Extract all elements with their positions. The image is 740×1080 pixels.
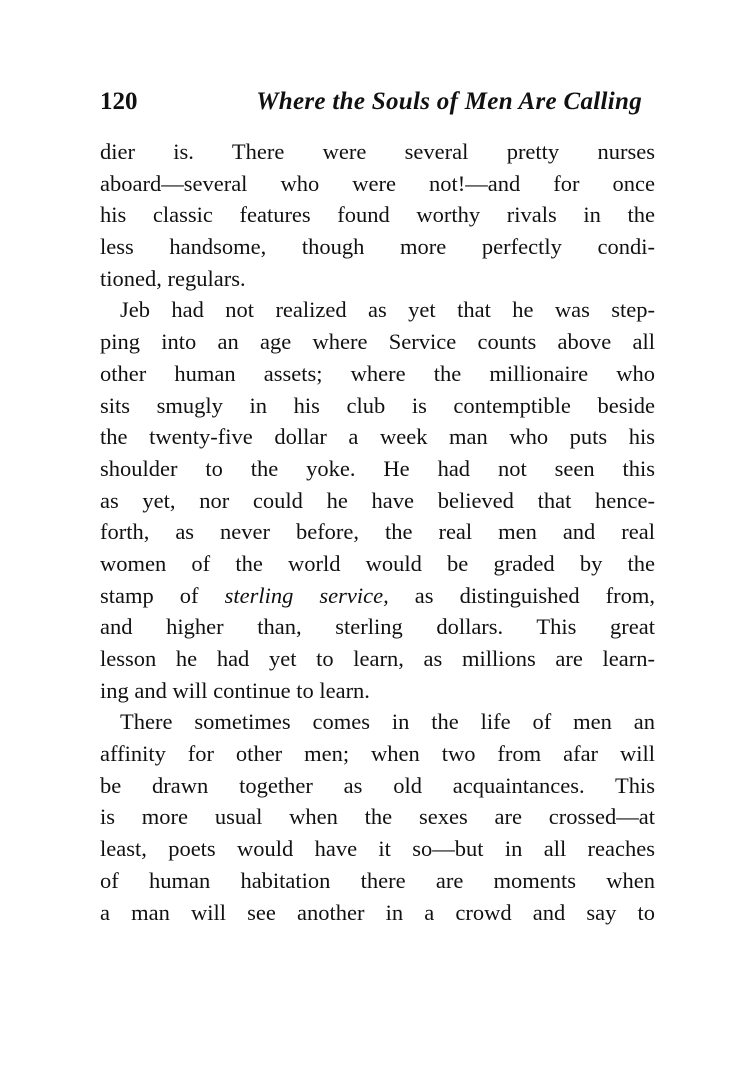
text-line: his classic features found worthy rivals in the — [100, 202, 655, 228]
text-line: sits smugly in his club is contemptible beside — [100, 392, 655, 418]
text-line: the twenty-five dollar a week man who puts his — [100, 424, 655, 450]
text-line: a man will see another in a crowd and say to — [100, 899, 655, 925]
text-line: be drawn together as old acquaintances. This — [100, 772, 655, 798]
text-line: women of the world would be graded by the — [100, 550, 655, 576]
page-number: 120 — [100, 88, 138, 115]
text-line: and higher than, sterling dollars. This great — [100, 614, 655, 640]
text-line: There sometimes comes in the life of men an — [120, 709, 655, 735]
text-line: affinity for other men; when two from afar will — [100, 741, 655, 767]
text-line: ing and will continue to learn. — [100, 677, 370, 703]
text-line: as yet, nor could he have believed that hence- — [100, 487, 655, 513]
page-body-text — [100, 136, 655, 928]
text-span: as distinguished from, — [388, 582, 655, 608]
text-line: forth, as never before, the real men and real — [100, 519, 655, 545]
running-title: Where the Souls of Men Are Calling — [256, 88, 642, 115]
text-line: is more usual when the sexes are crossed—at — [100, 804, 655, 830]
text-line: ping into an age where Service counts above all — [100, 329, 655, 355]
text-span: stamp of — [100, 582, 225, 608]
text-line: dier is. There were several pretty nurses — [100, 139, 655, 164]
running-header — [100, 88, 642, 116]
text-line: Jeb had not realized as yet that he was step- — [120, 297, 655, 323]
italic-phrase: sterling service, — [224, 582, 389, 608]
text-line: of human habitation there are moments when — [100, 867, 655, 893]
text-line: less handsome, though more perfectly condi- — [100, 234, 655, 260]
text-line: least, poets would have it so—but in all reaches — [100, 836, 655, 862]
text-line: lesson he had yet to learn, as millions are learn- — [100, 646, 655, 671]
text-line: tioned, regulars. — [100, 265, 246, 291]
text-line: other human assets; where the millionaire who — [100, 360, 655, 386]
text-line: shoulder to the yoke. He had not seen this — [100, 455, 655, 481]
text-line: aboard—several who were not!—and for once — [100, 170, 655, 196]
text-line — [100, 580, 655, 612]
